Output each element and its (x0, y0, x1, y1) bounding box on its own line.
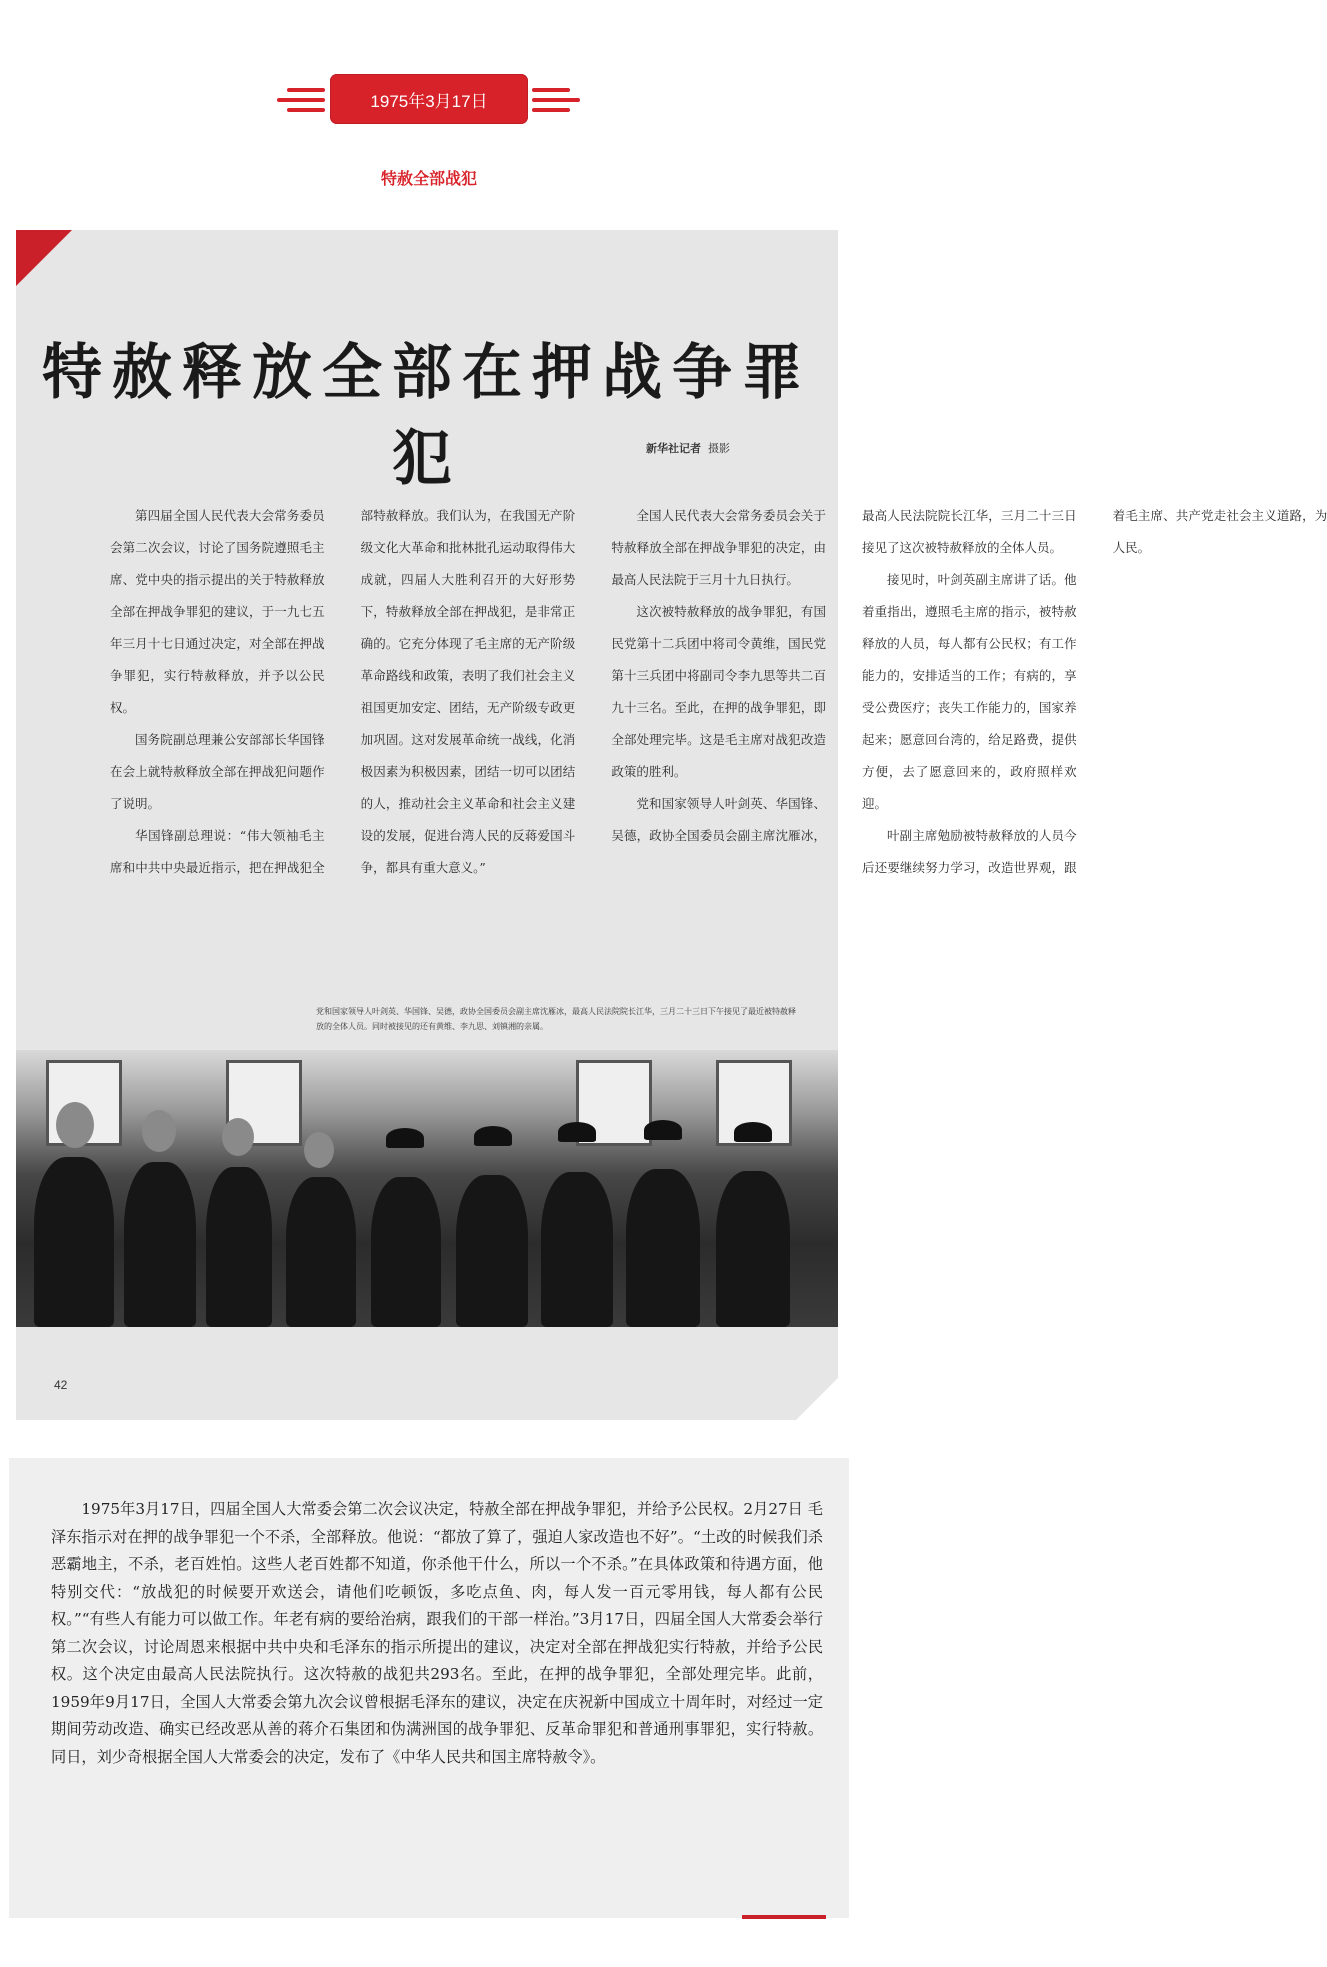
article-paragraph: 第四届全国人民代表大会常务委员会第二次会议，讨论了国务院遵照毛主席、党中央的指示提出的关于特赦释放全部在押战争罪犯的建议，于一九七五年三月十七日通过决定，对全部在押战争罪犯，实行特赦释放，并予以公民权。 (110, 508, 325, 715)
article-paragraph: 全国人民代表大会常务委员会关于特赦释放全部在押战争罪犯的决定，由最高人民法院于三月十九日执行。 (611, 508, 826, 587)
photo-figure-cap (558, 1122, 596, 1142)
photo-figure-cap (734, 1122, 772, 1142)
photo-figure (124, 1162, 196, 1327)
right-decorative-lines (532, 88, 580, 118)
page-fold-corner (796, 1378, 838, 1420)
photo-figure (456, 1175, 528, 1327)
date-header (0, 74, 858, 130)
photo-figure (716, 1171, 790, 1327)
page-subtitle: 特赦全部战犯 (380, 169, 477, 188)
photo-figure (371, 1177, 441, 1327)
photo-figure-cap (386, 1128, 424, 1148)
photo-caption: 党和国家领导人叶剑英、华国锋、吴德，政协全国委员会副主席沈雁冰，最高人民法院院长江华，三月二十三日下午接见了最近被特赦释放的全体人员。同时被接见的还有黄维、李九思、刘镇湘的亲属。 (316, 1007, 796, 1031)
article-paragraph: 国务院副总理兼公安部部长华国锋在会上就特赦释放全部在押战犯问题作了说明。 (110, 732, 325, 811)
article-paragraph: 华国锋副总理说：“伟大领袖毛主席和中共中央最近指示，把在押战犯全部特赦释放。我们认为，在我国无产阶级文化大革命和批林批孔运动取得伟大成就，四届人大胜利召开的大好形势下，特赦释放全部在押战犯，是非常正确的。它充分体现了毛主席的无产阶级革命路线和政策，表明了我们社会主义祖国更加安定、团结，无产阶级专政更加巩固。这对发展革命统一战线，化消极因素为积极因素，团结一切可以团结的人，推动社会主义革命和社会主义建设的发展，促进台湾人民的反蒋爱国斗争，都具有重大意义。” (110, 508, 576, 875)
description-text: 1975年3月17日，四届全国人大常委会第二次会议决定，特赦全部在押战争罪犯，并给予公民权。2月27日 毛泽东指示对在押的战争罪犯一个不杀，全部释放。他说：“都放了算了，强迫人家改造也不好”。“土改的时候我们杀恶霸地主，不杀，老百姓怕。这些人老百姓都不知道，你杀他干什么，所以一个不杀。”在具体政策和待遇方面，他特别交代：“放战犯的时候要开欢送会，请他们吃顿饭，多吃点鱼、肉，每人发一百元零用钱，每人都有公民权。”“有些人有能力可以做工作。年老有病的要给治病，跟我们的干部一样治。”3月17日，四届全国人大常委会举行第二次会议，讨论周恩来根据中共中央和毛泽东的指示所提出的建议，决定对全部在押战犯实行特赦，并给予公民权。这个决定由最高人民法院执行。这次特赦的战犯共293名。至此，在押的战争罪犯，全部处理完毕。此前，1959年9月17日，全国人大常委会第九次会议曾根据毛泽东的建议，决定在庆祝新中国成立十周年时，对经过一定期间劳动改造、确实已经改恶从善的蒋介石集团和伪满洲国的战争罪犯、反革命罪犯和普通刑事罪犯，实行特赦。同日，刘少奇根据全国人大常委会的决定，发布了《中华人民共和国主席特赦令》。 (51, 1500, 823, 1766)
bottom-accent-bar (742, 1915, 826, 1919)
date-badge: 1975年3月17日 (330, 74, 528, 124)
magazine-headline: 特赦释放全部在押战争罪犯 (42, 338, 812, 494)
photo-figure-cap (644, 1120, 682, 1140)
magazine-article-body (110, 500, 1327, 910)
photo-figure-head (56, 1102, 94, 1148)
photo-figure-head (304, 1132, 334, 1168)
magazine-scan-image (16, 230, 1327, 1420)
description-box (9, 1458, 849, 1918)
red-corner-triangle (16, 230, 72, 286)
photo-figure-head (142, 1110, 176, 1152)
photo-figure-head (222, 1118, 254, 1156)
photo-figure (34, 1157, 114, 1327)
left-decorative-lines (277, 88, 325, 118)
photo-credit (646, 440, 730, 456)
credit-role: 摄影 (708, 442, 730, 455)
photo-figure (626, 1169, 700, 1327)
photo-figure (206, 1167, 272, 1327)
article-paragraph: 党和国家领导人叶剑英、华国锋、吴德，政协全国委员会副主席沈雁冰，最高人民法院院长江华，三月二十三日接见了这次被特赦释放的全体人员。 (611, 508, 1077, 843)
magazine-page-number: 42 (54, 1378, 68, 1392)
article-paragraph: 叶副主席勉励被特赦释放的人员今后还要继续努力学习，改造世界观，跟着毛主席、共产党走社会主义道路，为人民。 (861, 508, 1327, 875)
photo-figure (541, 1172, 613, 1327)
photo-figure (286, 1177, 356, 1327)
photo-figure-cap (474, 1126, 512, 1146)
credit-agency: 新华社记者 (646, 442, 701, 455)
article-paragraph: 这次被特赦释放的战争罪犯，有国民党第十二兵团中将司令黄维，国民党第十三兵团中将副司令李九思等共二百九十三名。至此，在押的战争罪犯，即全部处理完毕。这是毛主席对战犯改造政策的胜利。 (611, 604, 826, 779)
meeting-photo (16, 1050, 838, 1327)
article-paragraph: 接见时，叶剑英副主席讲了话。他着重指出，遵照毛主席的指示，被特赦释放的人员，每人都有公民权；有工作能力的，安排适当的工作；有病的，享受公费医疗；丧失工作能力的，国家养起来；愿意回台湾的，给足路费，提供方便，去了愿意回来的，政府照样欢迎。 (861, 572, 1077, 811)
